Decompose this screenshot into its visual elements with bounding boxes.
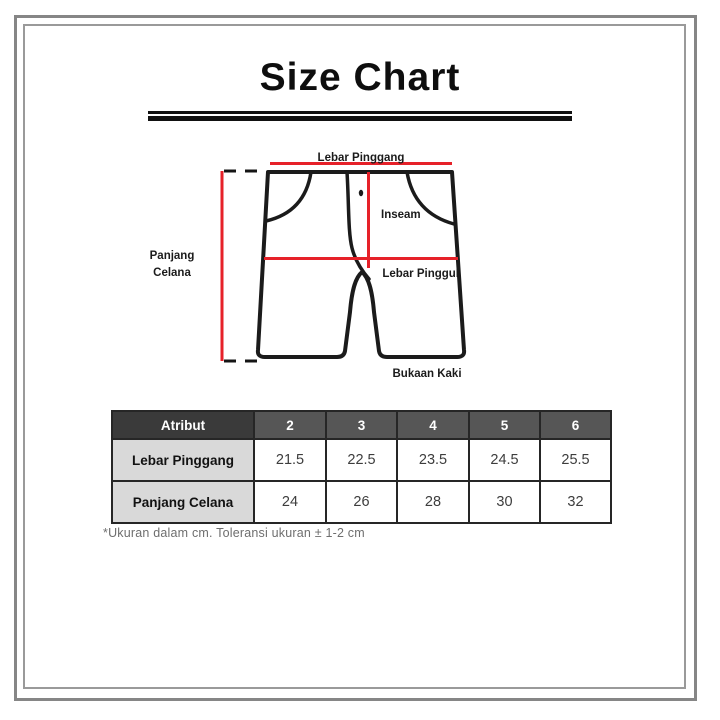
waist-value-size-4: 23.5 (397, 439, 469, 481)
table-header-size-3: 3 (326, 411, 397, 439)
size-table-header-row (112, 411, 611, 439)
length-value-size-2: 24 (254, 481, 326, 523)
leg-opening-label: Bukaan Kaki (392, 368, 462, 380)
length-label-line1: Panjang (149, 250, 195, 262)
title-divider (148, 111, 572, 121)
length-value-size-3: 26 (326, 481, 397, 523)
waist-value-size-5: 24.5 (469, 439, 540, 481)
shorts-measurement-diagram (140, 140, 500, 390)
hip-label: Lebar Pinggul (382, 268, 459, 280)
table-row-length (112, 481, 611, 523)
waist-value-size-3: 22.5 (326, 439, 397, 481)
waist-button-dot (359, 190, 363, 196)
page-title: Size Chart (259, 56, 461, 99)
measurement-footnote: *Ukuran dalam cm. Toleransi ukuran ± 1-2 cm (103, 526, 365, 540)
table-header-size-5: 5 (469, 411, 540, 439)
table-header-size-6: 6 (540, 411, 611, 439)
length-value-size-4: 28 (397, 481, 469, 523)
length-label-line2: Celana (153, 267, 191, 279)
size-table (111, 410, 612, 524)
inseam-label: Inseam (381, 209, 421, 221)
waist-value-size-6: 25.5 (540, 439, 611, 481)
length-value-size-5: 30 (469, 481, 540, 523)
waist-label: Lebar Pinggang (317, 152, 405, 164)
table-header-size-2: 2 (254, 411, 326, 439)
left-pocket-curve (266, 172, 311, 221)
title-divider-thick-line (148, 116, 572, 121)
row-label-waist: Lebar Pinggang (112, 439, 254, 481)
row-label-length: Panjang Celana (112, 481, 254, 523)
shorts-outline (258, 172, 464, 357)
table-row-waist (112, 439, 611, 481)
waist-value-size-2: 21.5 (254, 439, 326, 481)
length-value-size-6: 32 (540, 481, 611, 523)
fly-seam-line (347, 172, 369, 279)
table-header-size-4: 4 (397, 411, 469, 439)
table-header-attribute: Atribut (112, 411, 254, 439)
title-divider-thin-line (148, 111, 572, 114)
